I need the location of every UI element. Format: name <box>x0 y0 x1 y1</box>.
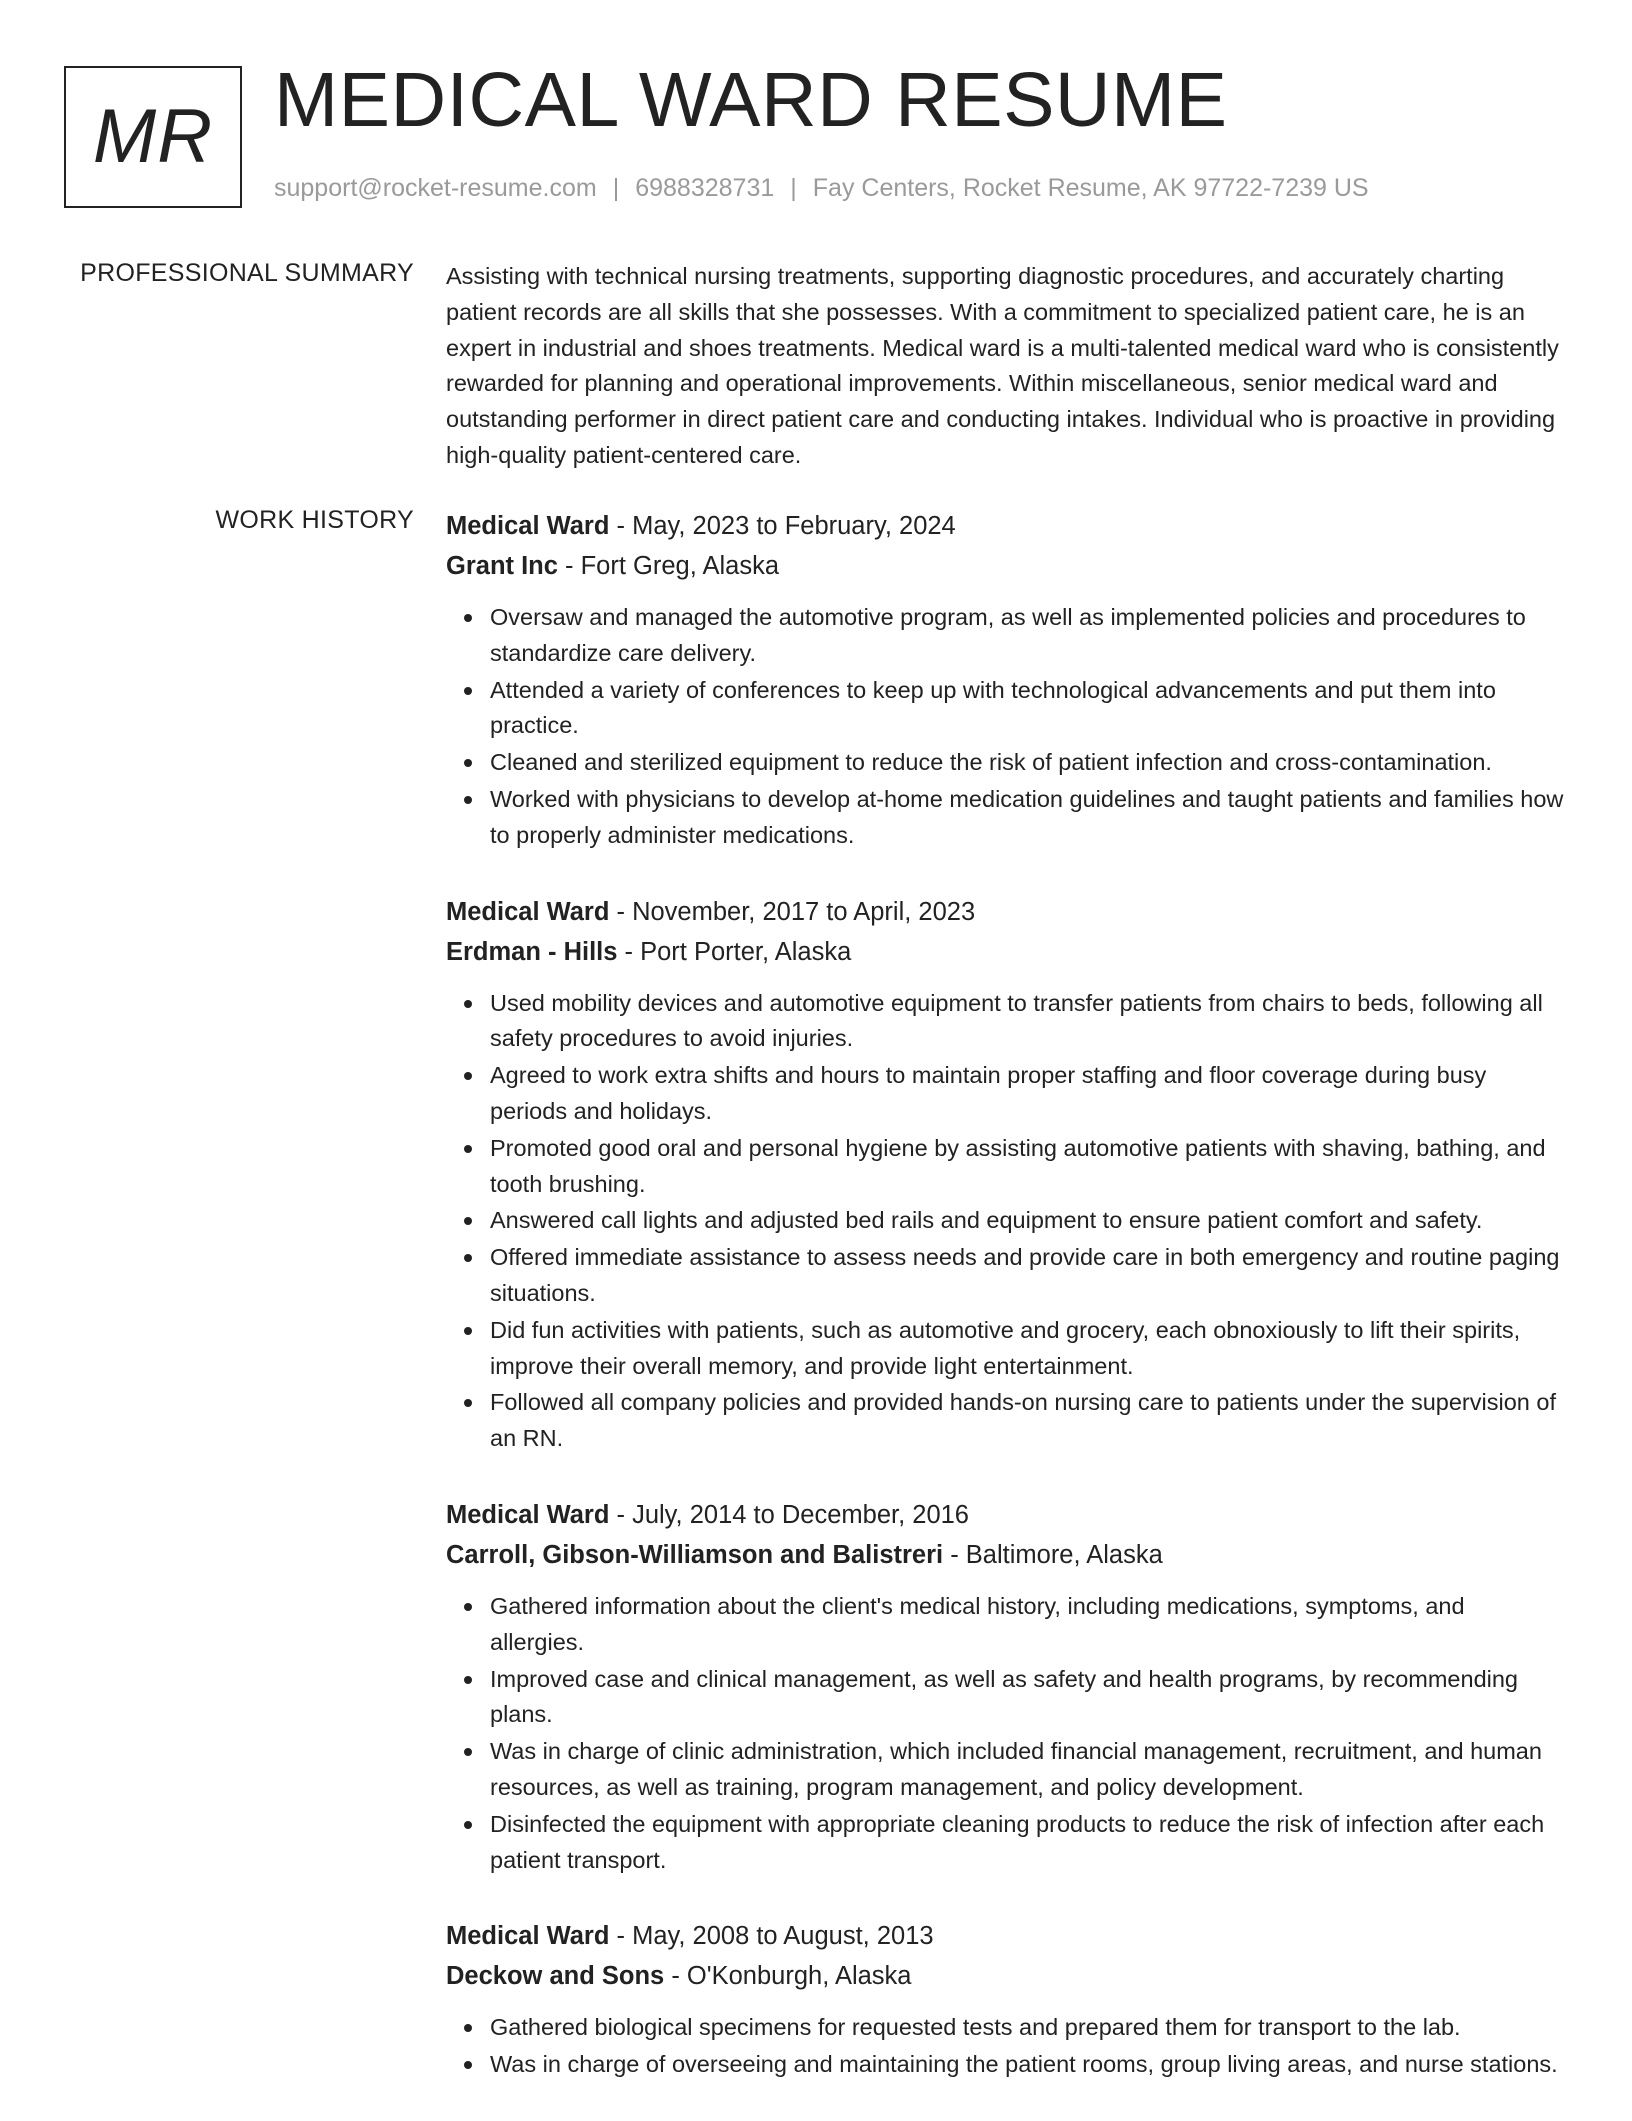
job-bullet: Disinfected the equipment with appropriate cleaning products to reduce the risk of infection after each patient transport. <box>490 1807 1564 1879</box>
job-bullet: Used mobility devices and automotive equipment to transfer patients from chairs to beds, following all safety procedures to avoid injuries. <box>490 986 1564 1058</box>
contact-separator: | <box>790 174 797 202</box>
job-dates: - November, 2017 to April, 2023 <box>609 897 976 926</box>
contact-address: Fay Centers, Rocket Resume, AK 97722-7239 US <box>812 174 1369 202</box>
job-bullet: Followed all company policies and provided hands-on nursing care to patients under the supervision of an RN. <box>490 1385 1564 1457</box>
job-company-line <box>446 1956 1564 1996</box>
job-bullet: Attended a variety of conferences to keep up with technological advancements and put them into practice. <box>490 673 1564 745</box>
job-dates: - May, 2023 to February, 2024 <box>609 512 956 540</box>
contact-line <box>274 174 1369 203</box>
job-title: Medical Ward <box>446 512 610 540</box>
job-title-line <box>446 1916 1564 1956</box>
job-title-line <box>446 1495 1564 1535</box>
job-entry <box>446 1495 1564 1878</box>
job-bullets <box>446 1589 1564 1878</box>
job-bullet: Promoted good oral and personal hygiene by assisting automotive patients with shaving, bathing, and tooth brushing. <box>490 1131 1564 1203</box>
job-bullet: Improved case and clinical management, as well as safety and health programs, by recommending plans. <box>490 1662 1564 1734</box>
monogram-box <box>64 66 242 208</box>
job-company: Deckow and Sons <box>446 1962 665 1991</box>
job-entry <box>446 506 1564 854</box>
summary-label: PROFESSIONAL SUMMARY <box>80 259 414 287</box>
job-bullet: Worked with physicians to develop at-home medication guidelines and taught patients and families how to properly administer medications. <box>490 782 1564 854</box>
job-location: - Baltimore, Alaska <box>943 1540 1163 1569</box>
job-bullet: Answered call lights and adjusted bed rails and equipment to ensure patient comfort and safety. <box>490 1203 1564 1239</box>
job-title-line <box>446 892 1564 932</box>
job-dates: - May, 2008 to August, 2013 <box>609 1922 934 1951</box>
job-title: Medical Ward <box>446 897 610 926</box>
job-company-line <box>446 546 1564 586</box>
contact-separator: | <box>612 174 620 202</box>
job-location: - Port Porter, Alaska <box>617 937 852 966</box>
resume-title: MEDICAL WARD RESUME <box>274 57 1228 143</box>
job-entry <box>446 892 1564 1457</box>
job-title: Medical Ward <box>446 1922 610 1951</box>
summary-text: Assisting with technical nursing treatments, supporting diagnostic procedures, and accurately charting patient records are all skills that she possesses. With a commitment to specialized patient care, he is an expert in industrial and shoes treatments. Medical ward is a multi-talented medical ward who is consistently rewarded for planning and operational improvements. Within miscellaneous, senior medical ward and outstanding performer in direct patient care and conducting intakes. Individual who is proactive in providing high-quality patient-centered care. <box>446 263 1559 468</box>
job-company-line <box>446 1535 1564 1575</box>
summary-body <box>446 259 1564 474</box>
work-history-section <box>0 506 1632 2078</box>
work-history-label: WORK HISTORY <box>215 506 414 534</box>
job-title-line <box>446 506 1564 546</box>
job-bullets <box>446 600 1564 854</box>
job-dates: - July, 2014 to December, 2016 <box>609 1500 969 1529</box>
contact-email: support@rocket-resume.com <box>274 174 597 202</box>
job-bullet: Was in charge of overseeing and maintaining the patient rooms, group living areas, and nurse stations. <box>490 2047 1564 2083</box>
job-entry <box>446 1916 1564 2083</box>
job-title: Medical Ward <box>446 1500 610 1529</box>
job-bullets <box>446 986 1564 1457</box>
job-bullet: Oversaw and managed the automotive program, as well as implemented policies and procedures to standardize care delivery. <box>490 600 1564 672</box>
work-history-body <box>446 506 1564 2121</box>
job-company: Carroll, Gibson-Williamson and Balistreri <box>446 1540 944 1569</box>
job-location: - O'Konburgh, Alaska <box>664 1962 912 1991</box>
job-bullet: Agreed to work extra shifts and hours to maintain proper staffing and floor coverage during busy periods and holidays. <box>490 1058 1564 1130</box>
job-bullet: Was in charge of clinic administration, which included financial management, recruitment, and human resources, as well as training, program management, and policy development. <box>490 1734 1564 1806</box>
job-bullet: Did fun activities with patients, such as automotive and grocery, each obnoxiously to lift their spirits, improve their overall memory, and provide light entertainment. <box>490 1313 1564 1385</box>
job-bullet: Offered immediate assistance to assess needs and provide care in both emergency and routine paging situations. <box>490 1240 1564 1312</box>
monogram-initials: MR <box>92 94 214 179</box>
job-bullets <box>446 2010 1564 2083</box>
job-location: - Fort Greg, Alaska <box>557 552 780 580</box>
job-bullet: Gathered biological specimens for requested tests and prepared them for transport to the lab. <box>490 2010 1564 2046</box>
summary-section <box>0 259 1632 468</box>
job-company-line <box>446 932 1564 972</box>
job-company: Grant Inc <box>446 552 558 580</box>
job-company: Erdman - Hills <box>446 937 618 966</box>
contact-phone: 6988328731 <box>635 174 775 202</box>
job-bullet: Cleaned and sterilized equipment to reduce the risk of patient infection and cross-contamination. <box>490 745 1564 781</box>
job-bullet: Gathered information about the client's medical history, including medications, symptoms, and allergies. <box>490 1589 1564 1661</box>
